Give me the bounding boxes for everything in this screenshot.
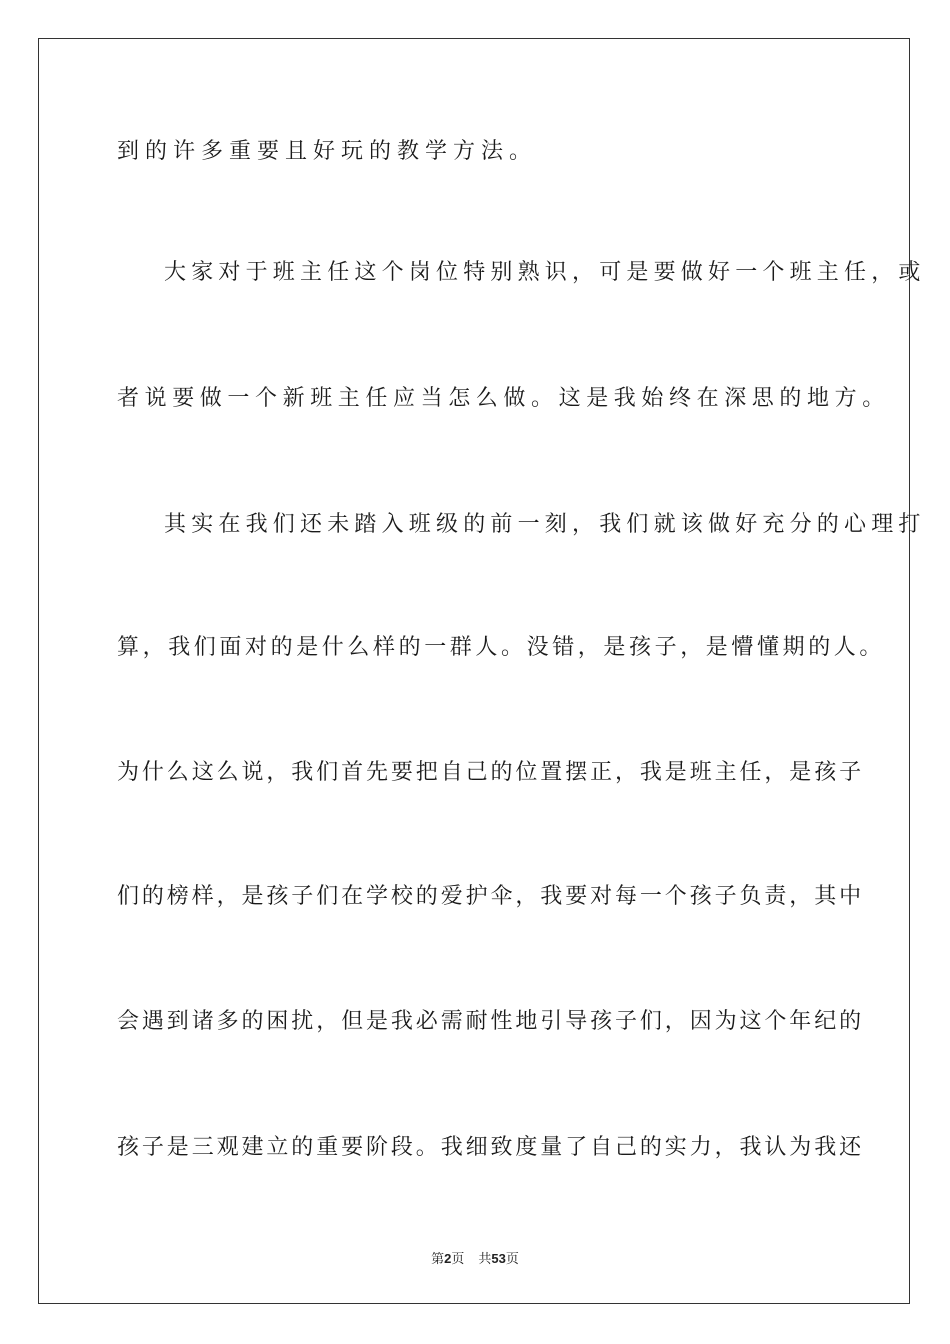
text-line-8: 会遇到诸多的困扰，但是我必需耐性地引导孩子们，因为这个年纪的 — [117, 1009, 865, 1034]
page-footer — [0, 1248, 950, 1267]
page-suffix: 页 — [451, 1252, 465, 1267]
text-line-3: 者说要做一个新班主任应当怎么做。这是我始终在深思的地方。 — [117, 386, 890, 411]
text-line-9: 孩子是三观建立的重要阶段。我细致度量了自己的实力，我认为我还 — [117, 1135, 865, 1160]
page-border — [38, 38, 926, 1304]
text-line-7: 们的榜样，是孩子们在学校的爱护伞，我要对每一个孩子负责，其中 — [117, 884, 865, 909]
page-number: 2 — [444, 1251, 452, 1266]
text-line-5: 算，我们面对的是什么样的一群人。没错，是孩子，是懵懂期的人。 — [117, 635, 886, 660]
total-suffix: 页 — [505, 1252, 519, 1267]
text-line-4: 其实在我们还未踏入班级的前一刻，我们就该做好充分的心理打 — [164, 512, 926, 537]
total-prefix: 共 — [478, 1252, 492, 1267]
text-line-2: 大家对于班主任这个岗位特别熟识，可是要做好一个班主任，或 — [164, 260, 926, 285]
text-line-6: 为什么这么说，我们首先要把自己的位置摆正，我是班主任，是孩子 — [117, 760, 865, 785]
page-prefix: 第 — [431, 1252, 445, 1267]
total-pages: 53 — [491, 1251, 506, 1266]
text-line-1: 到的许多重要且好玩的教学方法。 — [117, 139, 538, 164]
